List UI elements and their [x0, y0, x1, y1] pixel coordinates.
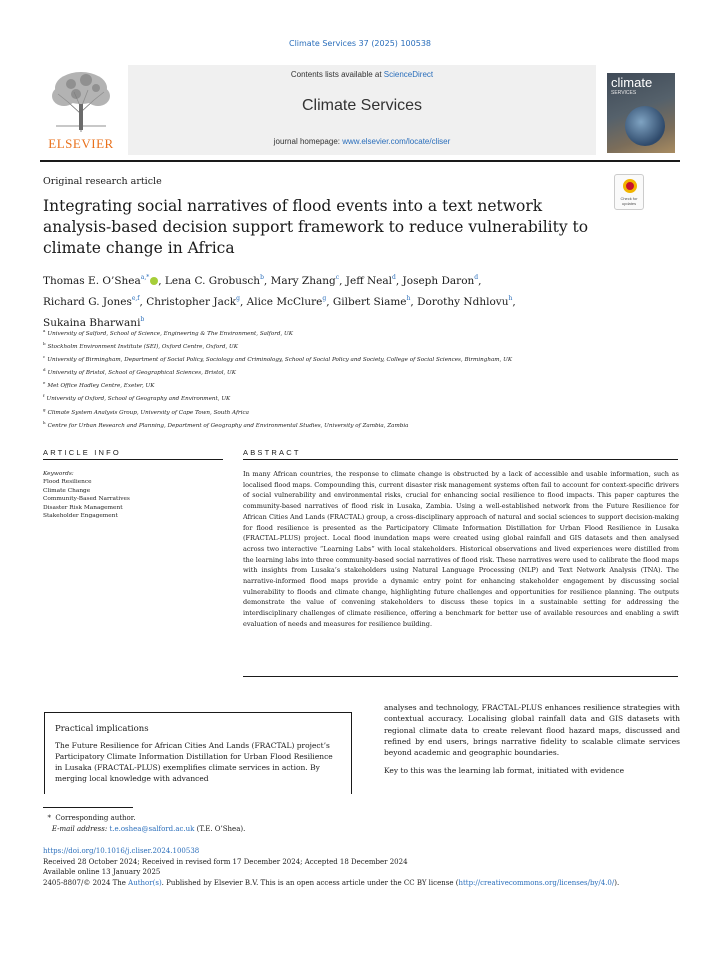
article-info-heading: ARTICLE INFO [43, 448, 121, 457]
author-name[interactable]: Dorothy Ndhlovu [417, 296, 509, 308]
journal-title: Climate Services [301, 97, 423, 114]
author-name[interactable]: Thomas E. O’Shea [43, 275, 141, 287]
crossmark-label: Check for updates [620, 196, 638, 206]
contents-line [128, 70, 596, 79]
body-paragraph: Key to this was the learning lab format, initiated with evidence [384, 766, 625, 776]
author-affiliation-mark[interactable]: e,f [131, 295, 140, 302]
affiliation-text: Climate System Analysis Group, University of Cape Town, South Africa [47, 409, 249, 416]
affiliation-mark: g [43, 406, 46, 412]
keywords-title: Keywords: [43, 471, 74, 477]
practical-implications-title: Practical implications [55, 724, 149, 734]
publication-details [43, 846, 683, 889]
author-name[interactable]: Mary Zhang [270, 275, 336, 287]
homepage-prefix: journal homepage: [273, 137, 343, 146]
author-affiliation-mark[interactable]: g [322, 295, 327, 302]
affiliation-item [43, 405, 663, 418]
journal-cover-image[interactable] [607, 73, 675, 153]
author-affiliation-mark[interactable]: a,* [140, 274, 150, 281]
author-list: Thomas E. O’Shea$^{a,*}$ , Lena C. Grobusch$^b$, Mary Zhang$^c$, Jeff Neal$^d$, Joseph Daron$^d$, Richard G. Jones$^{e,f}$, Christopher Jack$^g$, Alice McClure$^g$, Gilbert Siame$^h$, Dorothy Ndhlovu$^h$, Sukaina Bharwani$^b$ [43, 274, 516, 329]
article-info-divider [43, 459, 223, 460]
header-divider [40, 160, 680, 162]
affiliation-mark: e [43, 380, 46, 386]
author-affiliation-mark[interactable]: c [335, 274, 340, 281]
article-title: Integrating social narratives of flood events into a text network analysis-based decision support framework to reduce vulnerability to climate change in Africa [43, 197, 589, 257]
license-prefix: 2405-8807/© 2024 The [43, 879, 129, 888]
license-suffix: ). [614, 879, 620, 888]
author-affiliation-mark[interactable]: b [140, 316, 145, 323]
affiliation-text: University of Birmingham, Department of Social Policy, Sociology and Criminology, School of Social Policy and Society, College of Social Sciences, Birmingham, UK [47, 357, 513, 364]
corresponding-author-footnote [43, 813, 443, 835]
affiliation-mark: a [43, 328, 46, 333]
author-name[interactable]: Jeff Neal [345, 275, 393, 287]
abstract-heading: ABSTRACT [243, 448, 301, 457]
affiliation-mark: d [43, 367, 46, 373]
footnote-line [43, 813, 443, 824]
author-name[interactable]: Sukaina Bharwani [43, 317, 141, 329]
affiliation-item [43, 339, 663, 352]
affiliation-mark: f [43, 393, 45, 399]
affiliation-text: Stockholm Environment Institute (SEI), Oxford Centre, Oxford, UK [47, 344, 238, 351]
affiliation-item [43, 391, 663, 404]
email-suffix: (T.E. O’Shea). [194, 825, 246, 833]
affiliation-mark: b [43, 341, 46, 347]
available-online-date: Available online 13 January 2025 [43, 868, 161, 877]
author-affiliation-mark[interactable]: g [236, 295, 240, 302]
doi-link[interactable]: https://doi.org/10.1016/j.cliser.2024.100538 [43, 847, 200, 855]
elsevier-tree-icon [46, 66, 116, 134]
author-name[interactable]: Lena C. Grobusch [164, 275, 261, 287]
affiliation-list [43, 326, 663, 431]
authors-link[interactable]: Author(s) [128, 879, 162, 888]
practical-implications-box [44, 712, 352, 794]
received-dates: Received 28 October 2024; Received in revised form 17 December 2024; Accepted 18 December 2024 [43, 857, 408, 866]
author-name[interactable]: Richard G. Jones [43, 296, 132, 308]
homepage-line [128, 137, 596, 146]
affiliation-text: University of Salford, School of Science, Engineering & The Environment, Salford, UK [47, 331, 293, 337]
affiliation-item [43, 326, 663, 339]
elsevier-logo [40, 66, 122, 154]
affiliation-text: University of Bristol, School of Geographical Sciences, Bristol, UK [47, 370, 236, 377]
footnote-label: Corresponding author. [55, 814, 136, 822]
abstract-text: In many African countries, the response to climate change is obstructed by a lack of accessible and usable information, such as localised flood maps. Compounding this, current disaster risk management systems often fail to account for context-specific drivers of social vulnerability and environmental risks, crucial for enhancing social resilience to flood impacts. This paper captures the community-based narratives of flood risk in Lusaka, Zambia. Using a well-established network from the Future Resilience for African Cities And Lands (FRACTAL) group, a cross-disciplinary approach of natural and social sciences to support decision-making for flood resilience is presented as the Participatory Climate Information Distillation for Urban Flood Resilience in Lusaka (FRACTAL-PLUS) project. Local flood inundation maps were created using global rainfall and GIS datasets and then analysed across two interactive “Learning Labs” with local stakeholders. Historical observations and lived experiences were distilled from the learning labs into three community-based social narratives of flood risk. These narratives were used to calibrate the flood maps with insights from Lusaka’s stakeholders using Natural Language Processing (NLP) and Text Network Analysis (TNA). The narrative-informed flood maps provide a dynamic entry point for enhancing stakeholder engagement by discussing social vulnerability to floods and climate change, highlighting future challenges and opportunities for resilience planning. The outputs demonstrate the value of convening stakeholders to discuss these topics in a sustainable setting for addressing the interdisciplinary challenges of climate resilience, offering a benchmark for better use of available resources and enabling a swift evaluation of needs and measures for resilience building. [243, 470, 679, 628]
sciencedirect-link[interactable]: ScienceDirect [383, 70, 434, 79]
affiliation-mark: c [43, 354, 46, 360]
author-email-link[interactable]: t.e.oshea@salford.ac.uk [109, 825, 195, 833]
license-middle: . Published by Elsevier B.V. This is an open access article under the CC BY license ( [161, 879, 459, 888]
elsevier-wordmark: ELSEVIER [48, 136, 114, 151]
keyword-item: Disaster Risk Management [43, 504, 123, 511]
keyword-item: Stakeholder Engagement [43, 513, 118, 520]
cover-title: climate [611, 75, 653, 90]
body-text-column [384, 702, 680, 777]
journal-reference-link[interactable]: Climate Services 37 (2025) 100538 [288, 39, 431, 48]
author-name[interactable]: Gilbert Siame [332, 296, 407, 308]
affiliation-item [43, 352, 663, 365]
author-affiliation-mark[interactable]: d [392, 274, 396, 281]
affiliation-item [43, 418, 663, 431]
keywords-list [43, 470, 228, 520]
affiliation-text: Centre for Urban Research and Planning, Department of Geography and Environmental Studies, University of Zambia, Zambia [47, 422, 409, 429]
keyword-item: Community-Based Narratives [43, 496, 130, 503]
author-name[interactable]: Joseph Daron [402, 275, 475, 287]
affiliation-mark: h [43, 419, 46, 425]
affiliation-text: Met Office Hadley Centre, Exeter, UK [47, 383, 155, 390]
author-affiliation-mark[interactable]: d [474, 274, 479, 281]
author-name[interactable]: Alice McClure [246, 296, 323, 308]
practical-implications-text: The Future Resilience for African Cities And Lands (FRACTAL) project’s Participatory Climate Information Distillation for Urban Flood Resilience in Lusaka (FRACTAL-PLUS) exemplifies climate services in action. By merging local knowledge with advanced [55, 741, 333, 783]
abstract-bottom-divider [243, 676, 678, 677]
author-name[interactable]: Christopher Jack [146, 296, 237, 308]
cover-subtitle: SERVICES [611, 90, 637, 96]
keyword-item: Climate Change [43, 487, 91, 494]
license-url-link[interactable]: http://creativecommons.org/licenses/by/4.0/ [458, 879, 615, 888]
check-for-updates-button[interactable] [614, 174, 644, 210]
crossmark-icon [623, 179, 637, 193]
author-affiliation-mark[interactable]: h [406, 295, 411, 302]
author-affiliation-mark[interactable]: h [508, 295, 513, 302]
footnote-divider [43, 807, 133, 808]
email-label: E-mail address: [51, 825, 108, 833]
journal-masthead [128, 65, 596, 155]
affiliation-item [43, 365, 663, 378]
affiliation-item [43, 378, 663, 391]
affiliation-text: University of Oxford, School of Geography and Environment, UK [46, 396, 231, 403]
license-line [43, 878, 683, 889]
author-affiliation-mark[interactable]: b [260, 274, 264, 281]
keyword-item: Flood Resilience [43, 479, 92, 486]
contents-prefix: Contents lists available at [290, 70, 384, 79]
abstract-divider [243, 459, 678, 460]
article-type: Original research article [43, 176, 162, 187]
footnote-marker: * [47, 814, 51, 822]
email-line [43, 824, 443, 835]
body-paragraph: analyses and technology, FRACTAL-PLUS enhances resilience strategies with contextual accuracy. Localising global rainfall data and GIS datasets with regional climate data to create relevant flood hazard maps, discussed and refined by end users, brings narrative fidelity to scalable climate services beyond academic and geographic boundaries. [384, 703, 680, 758]
journal-homepage-link[interactable]: www.elsevier.com/locate/cliser [342, 137, 451, 146]
cover-globe-icon [625, 106, 665, 146]
orcid-icon[interactable] [150, 277, 158, 285]
